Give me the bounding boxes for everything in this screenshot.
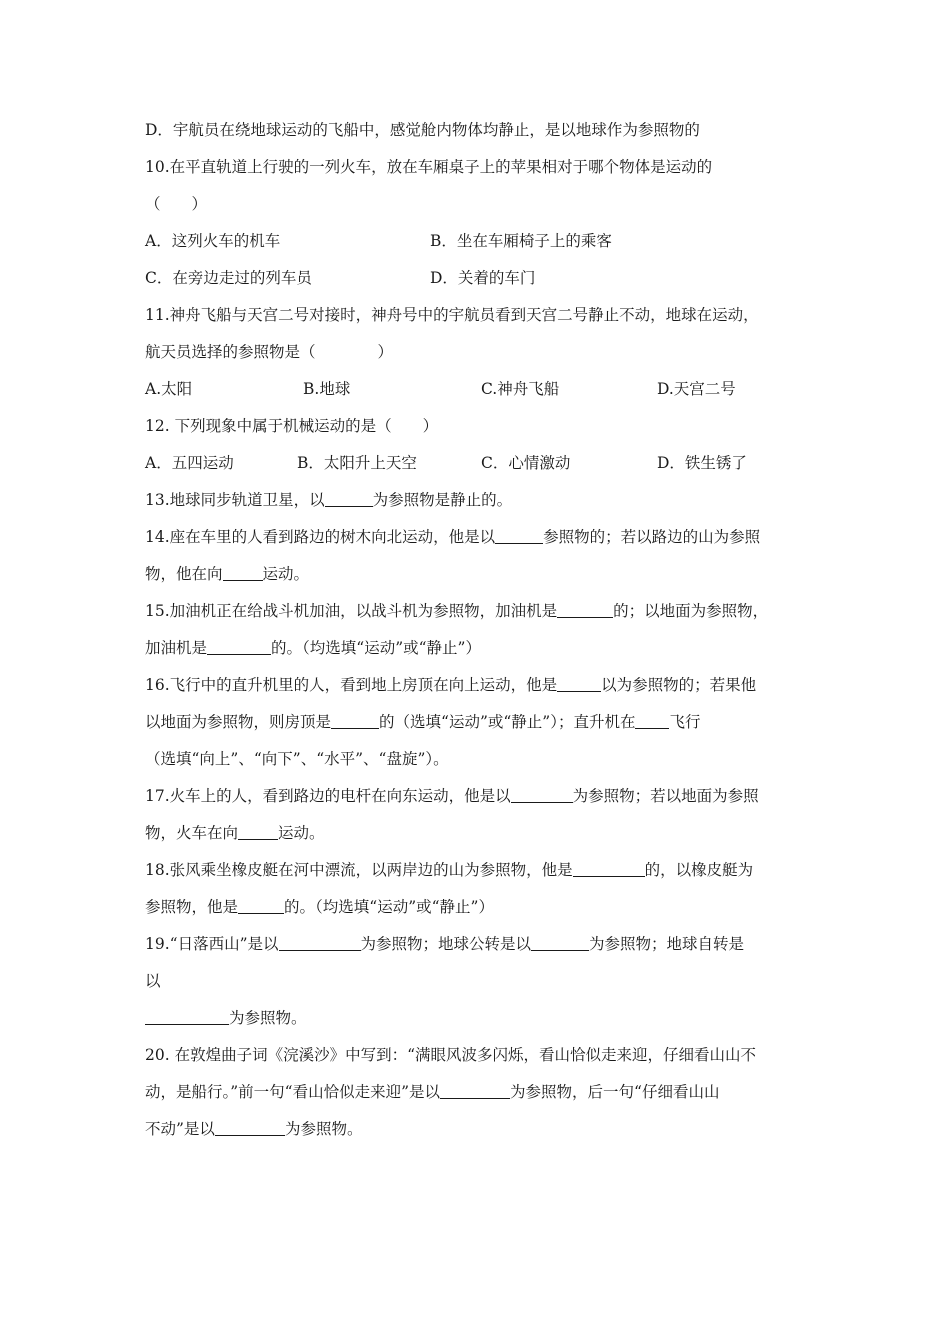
- q13-line: [145, 482, 815, 519]
- q17-text-c: 物，火车在向: [145, 824, 239, 842]
- q16-text-d: 的（选填“运动”或“静止”）；直升机在: [379, 713, 636, 731]
- q11-option-c: C.神舟飞船: [481, 380, 560, 398]
- q12-options: [145, 445, 815, 482]
- q10-option-b: B．坐在车厢椅子上的乘客: [430, 232, 612, 250]
- q15-text-c: 加油机是: [145, 639, 208, 657]
- q12-option-b: B．太阳升上天空: [297, 454, 417, 472]
- q20-text-d: 不动”是以: [145, 1120, 215, 1138]
- q19-text-c: 为参照物；地球自转是: [589, 935, 745, 953]
- q17-text-d: 运动。: [278, 824, 325, 842]
- answer-blank[interactable]: [331, 713, 379, 730]
- q11-text2: 航天员选择的参照物是（ ）: [145, 343, 394, 361]
- answer-blank[interactable]: [223, 565, 263, 582]
- q13-text: 13.地球同步轨道卫星，以: [145, 491, 325, 509]
- q10-paren: （ ）: [145, 195, 208, 213]
- q17-line2: [145, 815, 815, 852]
- q15-text-d: 的。（均选填“运动”或“静止”）: [271, 639, 481, 657]
- q20-text-c: 为参照物，后一句“仔细看山山: [510, 1083, 720, 1101]
- q19-text: 19.“日落西山”是以: [145, 935, 279, 953]
- q15-line1: [145, 593, 815, 630]
- q17-text-b: 为参照物；若以地面为参照: [572, 787, 759, 805]
- q11-option-b: B.地球: [303, 380, 351, 398]
- answer-blank[interactable]: [440, 1083, 510, 1100]
- answer-blank[interactable]: [215, 1120, 285, 1137]
- answer-blank[interactable]: [325, 491, 373, 508]
- answer-blank[interactable]: [238, 824, 278, 841]
- q11-option-a: A.太阳: [145, 380, 193, 398]
- q20-line3: [145, 1111, 815, 1148]
- q14-text-b: 参照物的；若以路边的山为参照: [543, 528, 761, 546]
- q18-text-b: 的，以橡皮艇为: [644, 861, 754, 879]
- q19-text-b: 为参照物；地球公转是以: [360, 935, 532, 953]
- q16-text-e: 飞行: [669, 713, 701, 731]
- answer-blank[interactable]: [557, 602, 613, 619]
- q14-line2: [145, 556, 815, 593]
- q19-text-e: 为参照物。: [229, 1009, 307, 1027]
- q12-option-a: A．五四运动: [145, 454, 234, 472]
- q9-option-d: D．宇航员在绕地球运动的飞船中，感觉舱内物体均静止，是以地球作为参照物的: [145, 121, 700, 139]
- answer-blank[interactable]: [573, 861, 645, 878]
- answer-blank[interactable]: [238, 898, 284, 915]
- q11-text: 11.神舟飞船与天宫二号对接时，神舟号中的宇航员看到天宫二号静止不动，地球在运动，: [145, 306, 759, 324]
- q18-text-d: 的。（均选填“运动”或“静止”）: [284, 898, 494, 916]
- q20-text-b: 动，是船行。”前一句“看山恰似走来迎”是以: [145, 1083, 441, 1101]
- q16-line2: [145, 704, 815, 741]
- q10-options-row1: [145, 223, 815, 260]
- answer-blank[interactable]: [145, 1009, 229, 1026]
- q19-line3: [145, 1000, 815, 1037]
- q12-option-d: D．铁生锈了: [657, 454, 747, 472]
- q10-options-row2: [145, 260, 815, 297]
- q14-text-c: 物，他在向: [145, 565, 223, 583]
- answer-blank[interactable]: [495, 528, 543, 545]
- answer-blank[interactable]: [279, 935, 361, 952]
- q20-line1: 20. 在敦煌曲子词《浣溪沙》中写到：“满眼风波多闪烁，看山恰似走来迎，仔细看山山不: [145, 1046, 757, 1064]
- q19-line2: 以: [145, 972, 161, 990]
- q16-line3: （选填“向上”、“向下”、“水平”、“盘旋”）。: [145, 750, 449, 768]
- q18-line2: [145, 889, 815, 926]
- q14-text-d: 运动。: [262, 565, 310, 583]
- q17-line1: [145, 778, 815, 815]
- q16-text-c: 以地面为参照物，则房顶是: [145, 713, 332, 731]
- q18-text-c: 参照物，他是: [145, 898, 239, 916]
- q10-option-d: D．关着的车门: [430, 269, 536, 287]
- answer-blank[interactable]: [557, 676, 601, 693]
- q15-text: 15.加油机正在给战斗机加油，以战斗机为参照物，加油机是: [145, 602, 558, 620]
- q10-option-a: A．这列火车的机车: [145, 232, 281, 250]
- q14-text: 14.座在车里的人看到路边的树木向北运动，他是以: [145, 528, 496, 546]
- q11-option-d: D.天宫二号: [657, 380, 736, 398]
- answer-blank[interactable]: [207, 639, 271, 656]
- q15-line2: [145, 630, 815, 667]
- answer-blank[interactable]: [635, 713, 669, 730]
- answer-blank[interactable]: [531, 935, 589, 952]
- q16-text-b: 以为参照物的；若果他: [601, 676, 757, 694]
- q18-text: 18.张风乘坐橡皮艇在河中漂流，以两岸边的山为参照物，他是: [145, 861, 573, 879]
- worksheet: [145, 112, 815, 1148]
- q17-text: 17.火车上的人，看到路边的电杆在向东运动，他是以: [145, 787, 511, 805]
- q14-line1: [145, 519, 815, 556]
- q10-option-c: C．在旁边走过的列车员: [145, 269, 312, 287]
- q19-line1: [145, 926, 815, 963]
- q12-option-c: C．心情激动: [481, 454, 571, 472]
- q12-text: 12. 下列现象中属于机械运动的是（ ）: [145, 417, 439, 435]
- q16-text: 16.飞行中的直升机里的人，看到地上房顶在向上运动，他是: [145, 676, 558, 694]
- q16-line1: [145, 667, 815, 704]
- q10-text: 10.在平直轨道上行驶的一列火车，放在车厢桌子上的苹果相对于哪个物体是运动的: [145, 158, 713, 176]
- answer-blank[interactable]: [511, 787, 573, 804]
- q18-line1: [145, 852, 815, 889]
- q11-options: [145, 371, 815, 408]
- q20-text-e: 为参照物。: [284, 1120, 363, 1138]
- q15-text-b: 的；以地面为参照物，: [613, 602, 769, 620]
- q20-line2: [145, 1074, 815, 1111]
- q13-text-end: 为参照物是静止的。: [372, 491, 513, 509]
